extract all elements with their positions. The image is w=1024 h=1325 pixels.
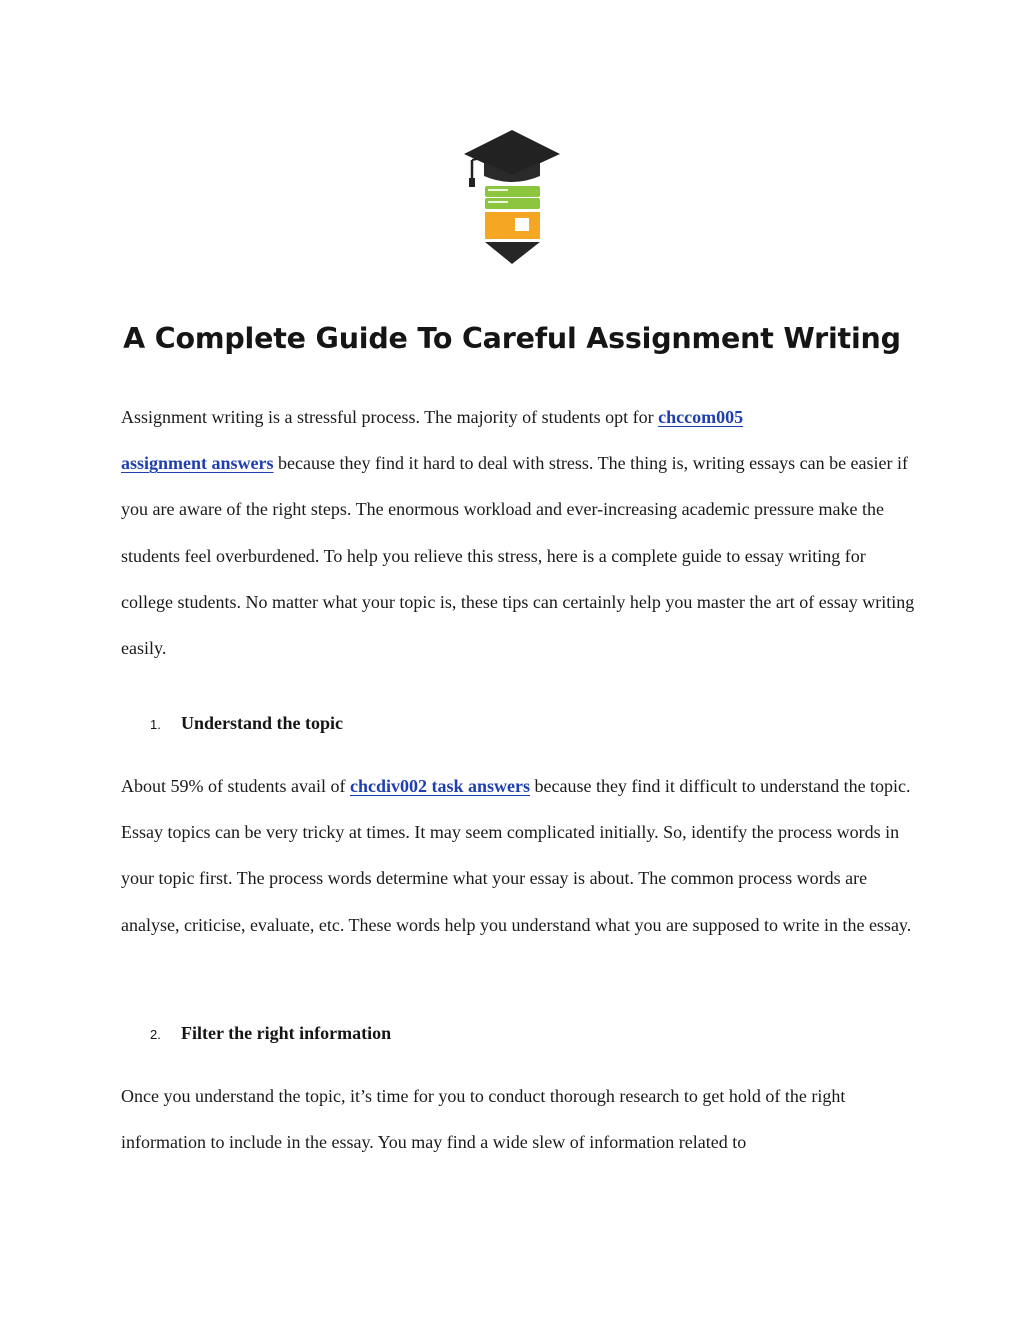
- section-title: Filter the right information: [181, 1023, 392, 1043]
- paragraph-text-start: About 59% of students avail of: [121, 776, 350, 796]
- section-paragraph-2: Once you understand the topic, it’s time for you to conduct thorough research to get hold of the right information to include in the essay. You may find a wide slew of information related to: [121, 1086, 846, 1153]
- section-paragraph-1: [121, 763, 921, 948]
- intro-paragraph: [121, 394, 921, 671]
- chcdiv002-link[interactable]: chcdiv002 task answers: [349, 776, 530, 796]
- section-number: 1.: [150, 717, 161, 732]
- chccom005-link[interactable]: chccom005 assignment answers: [121, 407, 744, 474]
- section-heading-1: [150, 713, 343, 734]
- section-number: 2.: [150, 1027, 161, 1042]
- intro-text-start: Assignment writing is a stressful process. The majority of students opt for: [121, 407, 659, 427]
- intro-text-rest: because they find it hard to deal with stress. The thing is, writing essays can be easier if you are aware of the right steps. The enormous workload and ever-increasing academic pressure make the students feel overburdened. To help you relieve this stress, here is a complete guide to essay writing for college students. No matter what your topic is, these tips can certainly help you master the art of essay writing easily.: [121, 453, 915, 659]
- section-title: Understand the topic: [181, 713, 344, 733]
- paragraph-text-rest: because they find it difficult to understand the topic. Essay topics can be very tricky at times. It may seem complicated initially. So, identify the process words in your topic first. The process words determine what your essay is about. The common process words are analyse, criticise, evaluate, etc. These words help you understand what you are supposed to write in the essay.: [121, 776, 912, 935]
- section-heading-2: [150, 1023, 391, 1044]
- graduation-cap-pencil-icon: [440, 122, 582, 270]
- document-title: A Complete Guide To Careful Assignment Writing: [123, 322, 901, 355]
